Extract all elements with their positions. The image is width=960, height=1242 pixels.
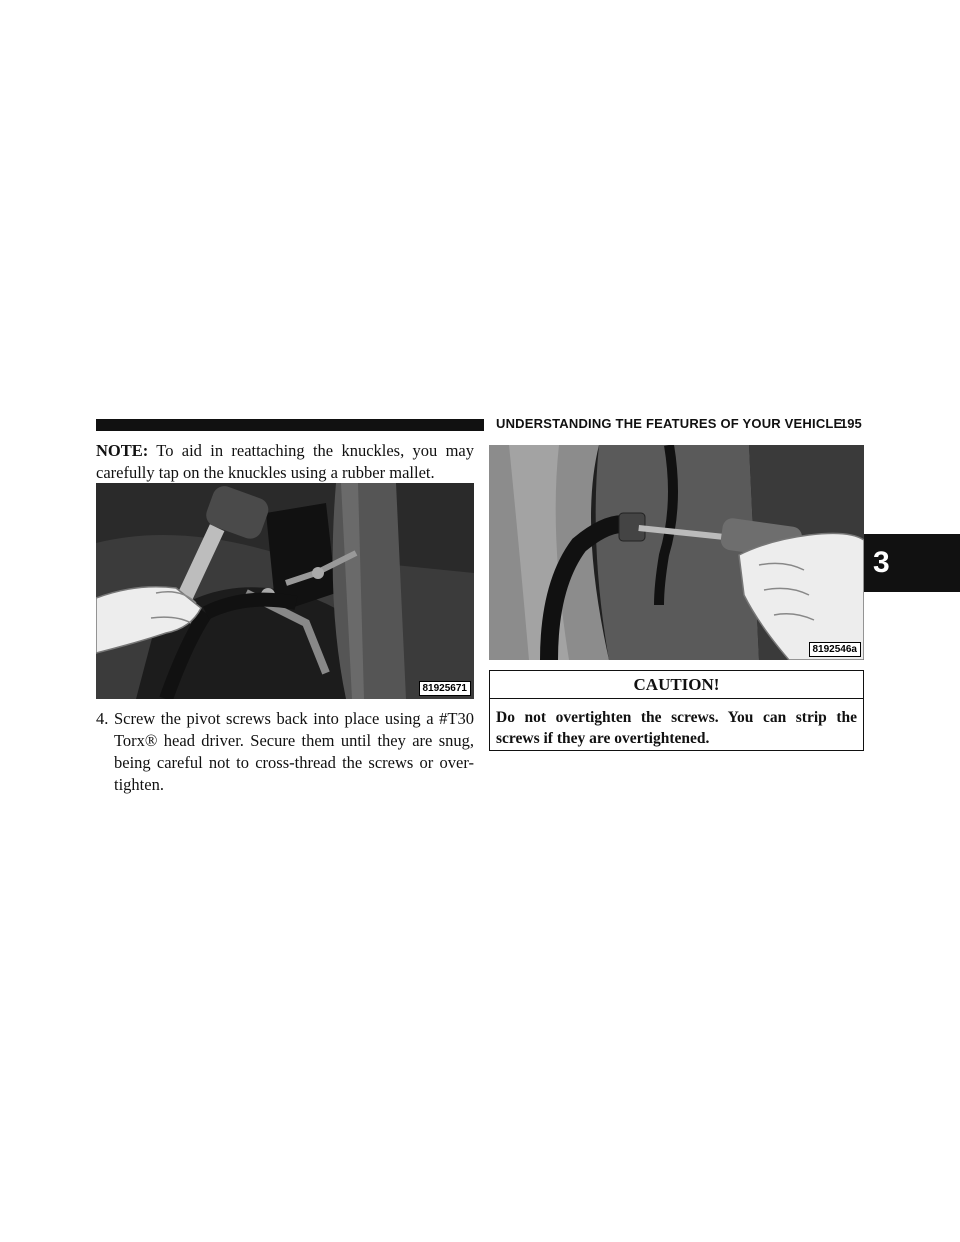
step-text: Screw the pivot screws back into place using a #T30 Torx® head driver. Secure them until they are snug, being careful not to cross-thread the screws or over-tighten. xyxy=(113,709,474,794)
note-label: NOTE: xyxy=(96,441,149,460)
step-number: 4. xyxy=(96,709,109,728)
caution-text: Do not overtighten the screws. You can strip the screws if they are overtightened. xyxy=(496,709,857,747)
figure-code: 8192546a xyxy=(809,642,862,657)
caution-title: CAUTION! xyxy=(490,671,863,699)
note-paragraph xyxy=(96,440,474,484)
running-header-title: UNDERSTANDING THE FEATURES OF YOUR VEHICLE xyxy=(496,416,843,431)
mallet-illustration xyxy=(96,483,474,699)
figure-code: 81925671 xyxy=(419,681,472,696)
chapter-tab xyxy=(857,534,960,592)
page-number: 195 xyxy=(840,416,862,431)
step-4 xyxy=(96,708,474,796)
chapter-number: 3 xyxy=(873,546,890,579)
figure-mallet-knuckles xyxy=(96,483,474,699)
figure-screwdriver-pivot xyxy=(489,445,864,660)
caution-box xyxy=(489,670,864,751)
note-text: To aid in reattaching the knuckles, you may carefully tap on the knuckles using a rubber mallet. xyxy=(96,441,474,482)
header-rule xyxy=(96,419,484,431)
screwdriver-illustration xyxy=(489,445,864,660)
